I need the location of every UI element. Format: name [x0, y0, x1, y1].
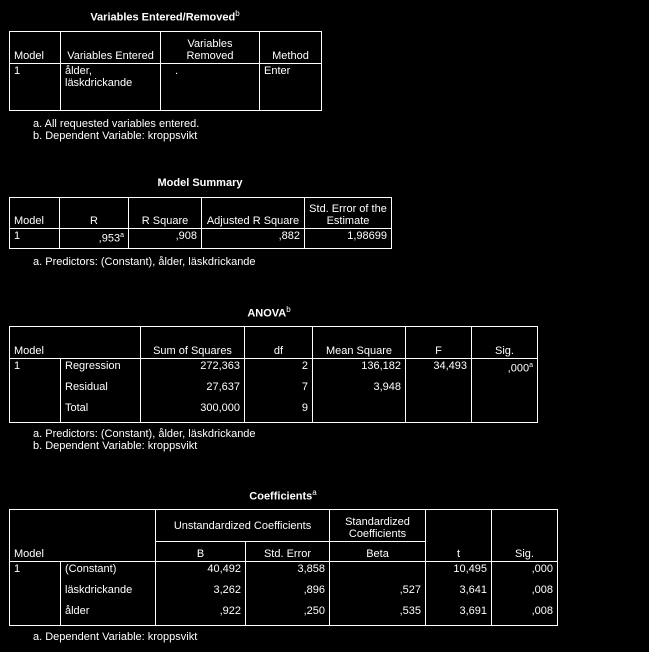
- cell-b: 3,262: [156, 583, 246, 604]
- cell-sig: [472, 401, 538, 423]
- cell-mean-square: [313, 401, 406, 423]
- anova-table: [9, 326, 538, 423]
- cell-f: [406, 380, 472, 401]
- col-df: df: [245, 327, 313, 359]
- col-std-error: Std. Error: [246, 542, 330, 562]
- col-sig: Sig.: [472, 327, 538, 359]
- cell-variable: ålder: [61, 604, 156, 626]
- cell-df: 2: [245, 359, 313, 380]
- cell-beta: ,535: [330, 604, 426, 626]
- cell-beta: ,527: [330, 583, 426, 604]
- coefficients-title-sup: a: [312, 488, 317, 497]
- cell-sig: ,008: [492, 604, 558, 626]
- anova-title-text: ANOVA: [247, 307, 287, 320]
- cell-model: 1: [10, 229, 60, 249]
- anova-title-sup: b: [286, 305, 291, 314]
- footnote: b. Dependent Variable: kroppsvikt: [33, 440, 198, 452]
- cell-mean-square: 3,948: [313, 380, 406, 401]
- cell-source: Regression: [61, 359, 141, 380]
- col-mean-square: Mean Square: [313, 327, 406, 359]
- col-r-square: R Square: [129, 198, 202, 229]
- col-r: R: [60, 198, 129, 229]
- col-model: Model: [10, 198, 60, 229]
- cell-variable: (Constant): [61, 562, 156, 583]
- table-row: [10, 583, 558, 604]
- col-f: F: [406, 327, 472, 359]
- cell-b: 40,492: [156, 562, 246, 583]
- variables-entered-title: [10, 9, 320, 24]
- col-t: t: [426, 510, 492, 562]
- col-b: B: [156, 542, 246, 562]
- table-row: [10, 562, 558, 583]
- cell-sig-sup: a: [529, 362, 533, 369]
- table-row: [10, 604, 558, 626]
- cell-sig: ,000: [492, 562, 558, 583]
- cell-r-value: ,953: [98, 232, 121, 245]
- cell-t: 10,495: [426, 562, 492, 583]
- cell-model: 1: [10, 64, 61, 111]
- cell-t: 3,691: [426, 604, 492, 626]
- cell-df: 7: [245, 380, 313, 401]
- cell-sum-of-squares: 300,000: [141, 401, 245, 423]
- anova-title: [9, 305, 529, 320]
- cell-beta: [330, 562, 426, 583]
- footnote: a. Predictors: (Constant), ålder, läskdrickande: [33, 428, 256, 440]
- coefficients-table: [9, 509, 558, 626]
- table-row: [10, 401, 538, 423]
- col-adjusted-r-square: Adjusted R Square: [202, 198, 305, 229]
- cell-df: 9: [245, 401, 313, 423]
- cell-variables-removed: .: [161, 64, 260, 111]
- coefficients-notes: [33, 631, 197, 643]
- cell-std-error: 3,858: [246, 562, 330, 583]
- footnote: a. Dependent Variable: kroppsvikt: [33, 631, 198, 643]
- variables-entered-table: [9, 31, 322, 111]
- variables-entered-title-sup: b: [235, 9, 240, 18]
- cell-std-error: 1,98699: [305, 229, 392, 249]
- col-model: Model: [10, 327, 141, 359]
- col-sig: Sig.: [492, 510, 558, 562]
- anova-notes: [33, 428, 256, 452]
- coefficients-title: [9, 488, 557, 503]
- cell-adjusted-r-square: ,882: [202, 229, 305, 249]
- cell-source: Total: [61, 401, 141, 423]
- cell-variables-entered: ålder, läskdrickande: [61, 64, 161, 111]
- cell-t: 3,641: [426, 583, 492, 604]
- variables-entered-title-text: Variables Entered/Removed: [90, 11, 236, 24]
- footnote: a. Predictors: (Constant), ålder, läskdrickande: [33, 256, 256, 268]
- cell-f: [406, 401, 472, 423]
- cell-r-square: ,908: [129, 229, 202, 249]
- footnote: a. All requested variables entered.: [33, 118, 200, 130]
- col-model: Model: [10, 32, 61, 64]
- cell-r-sup: a: [120, 232, 124, 239]
- col-model: Model: [10, 510, 156, 562]
- table-row: [10, 359, 538, 380]
- cell-std-error: ,896: [246, 583, 330, 604]
- cell-f: 34,493: [406, 359, 472, 380]
- col-beta: Beta: [330, 542, 426, 562]
- cell-source: Residual: [61, 380, 141, 401]
- cell-model: 1: [10, 359, 61, 423]
- cell-mean-square: 136,182: [313, 359, 406, 380]
- cell-sig: [472, 380, 538, 401]
- col-unstandardized: Unstandardized Coefficients: [156, 510, 330, 542]
- model-summary-notes: [33, 256, 256, 268]
- table-row: [10, 380, 538, 401]
- model-summary-table: [9, 197, 392, 249]
- coefficients-title-text: Coefficients: [249, 490, 313, 503]
- cell-sig-value: ,000: [507, 362, 530, 375]
- col-std-error: Std. Error of the Estimate: [305, 198, 392, 229]
- cell-r: [60, 229, 129, 249]
- variables-entered-notes: [33, 118, 199, 142]
- cell-sig: [472, 359, 538, 380]
- cell-std-error: ,250: [246, 604, 330, 626]
- cell-sum-of-squares: 272,363: [141, 359, 245, 380]
- cell-variable: läskdrickande: [61, 583, 156, 604]
- cell-b: ,922: [156, 604, 246, 626]
- col-method: Method: [260, 32, 322, 64]
- model-summary-title: Model Summary: [157, 177, 243, 189]
- col-standardized: Standardized Coefficients: [330, 510, 426, 542]
- footnote: b. Dependent Variable: kroppsvikt: [33, 130, 198, 142]
- cell-method: Enter: [260, 64, 322, 111]
- cell-sum-of-squares: 27,637: [141, 380, 245, 401]
- col-variables-removed: Variables Removed: [161, 32, 260, 64]
- cell-model: 1: [10, 562, 61, 626]
- col-sum-of-squares: Sum of Squares: [141, 327, 245, 359]
- cell-sig: ,008: [492, 583, 558, 604]
- col-variables-entered: Variables Entered: [61, 32, 161, 64]
